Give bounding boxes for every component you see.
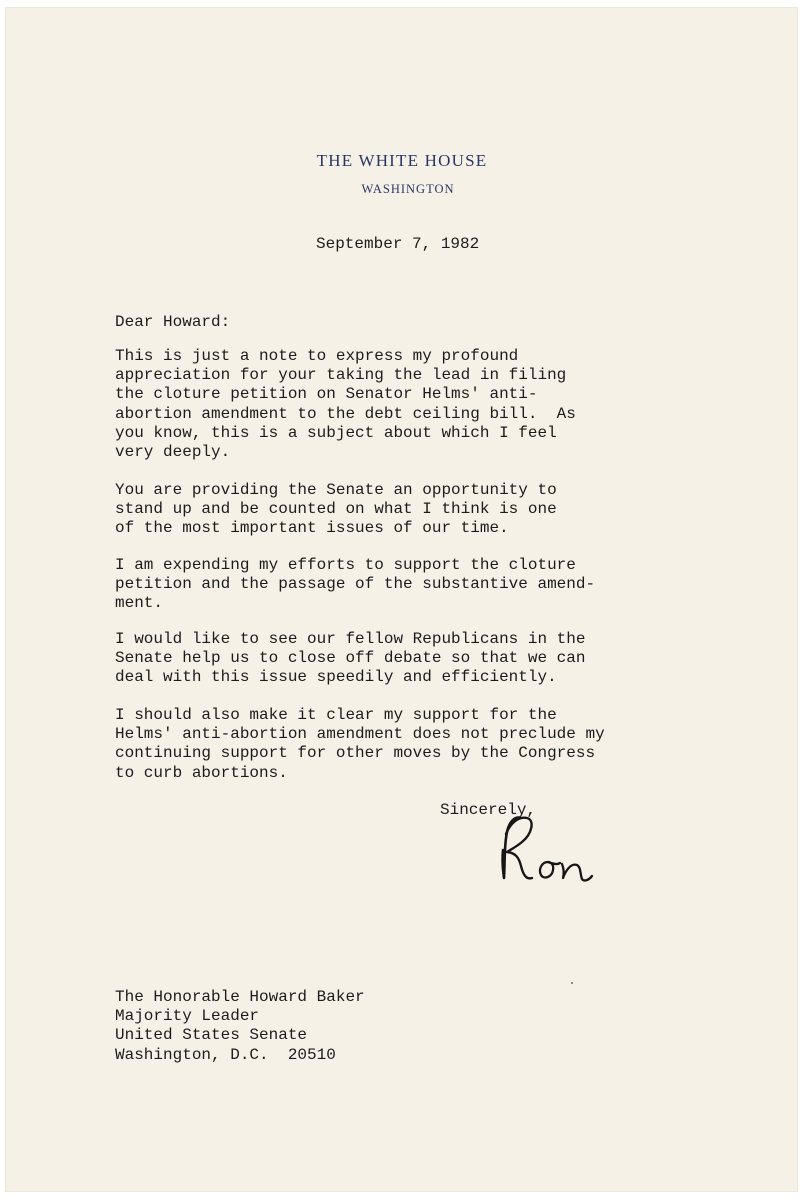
closing: Sincerely, bbox=[440, 801, 537, 819]
salutation: Dear Howard: bbox=[115, 313, 231, 331]
recipient-address: The Honorable Howard Baker Majority Leader United States Senate Washington, D.C. 20510 bbox=[115, 988, 365, 1064]
letterhead-location: WASHINGTON bbox=[361, 182, 455, 196]
body-paragraph-3: I am expending my efforts to support the cloture petition and the passage of the substantive amend- ment. bbox=[115, 556, 596, 613]
signature bbox=[496, 812, 606, 892]
letterhead-title: THE WHITE HOUSE bbox=[316, 151, 488, 170]
body-paragraph-1: This is just a note to express my profound appreciation for your taking the lead in filing the cloture petition on Senator Helms' anti- abortion amendment to the debt ceiling bill. As you know, this is a subject about which I feel very deeply. bbox=[115, 347, 576, 462]
body-paragraph-5: I should also make it clear my support for the Helms' anti-abortion amendment does not preclude my continuing support for other moves by the Congress to curb abortions. bbox=[115, 706, 605, 782]
ink-speck bbox=[571, 982, 573, 984]
letter-date: September 7, 1982 bbox=[316, 235, 480, 253]
body-paragraph-2: You are providing the Senate an opportunity to stand up and be counted on what I think is one of the most important issues of our time. bbox=[115, 481, 557, 538]
body-paragraph-4: I would like to see our fellow Republicans in the Senate help us to close off debate so that we can deal with this issue speedily and efficiently. bbox=[115, 630, 586, 687]
